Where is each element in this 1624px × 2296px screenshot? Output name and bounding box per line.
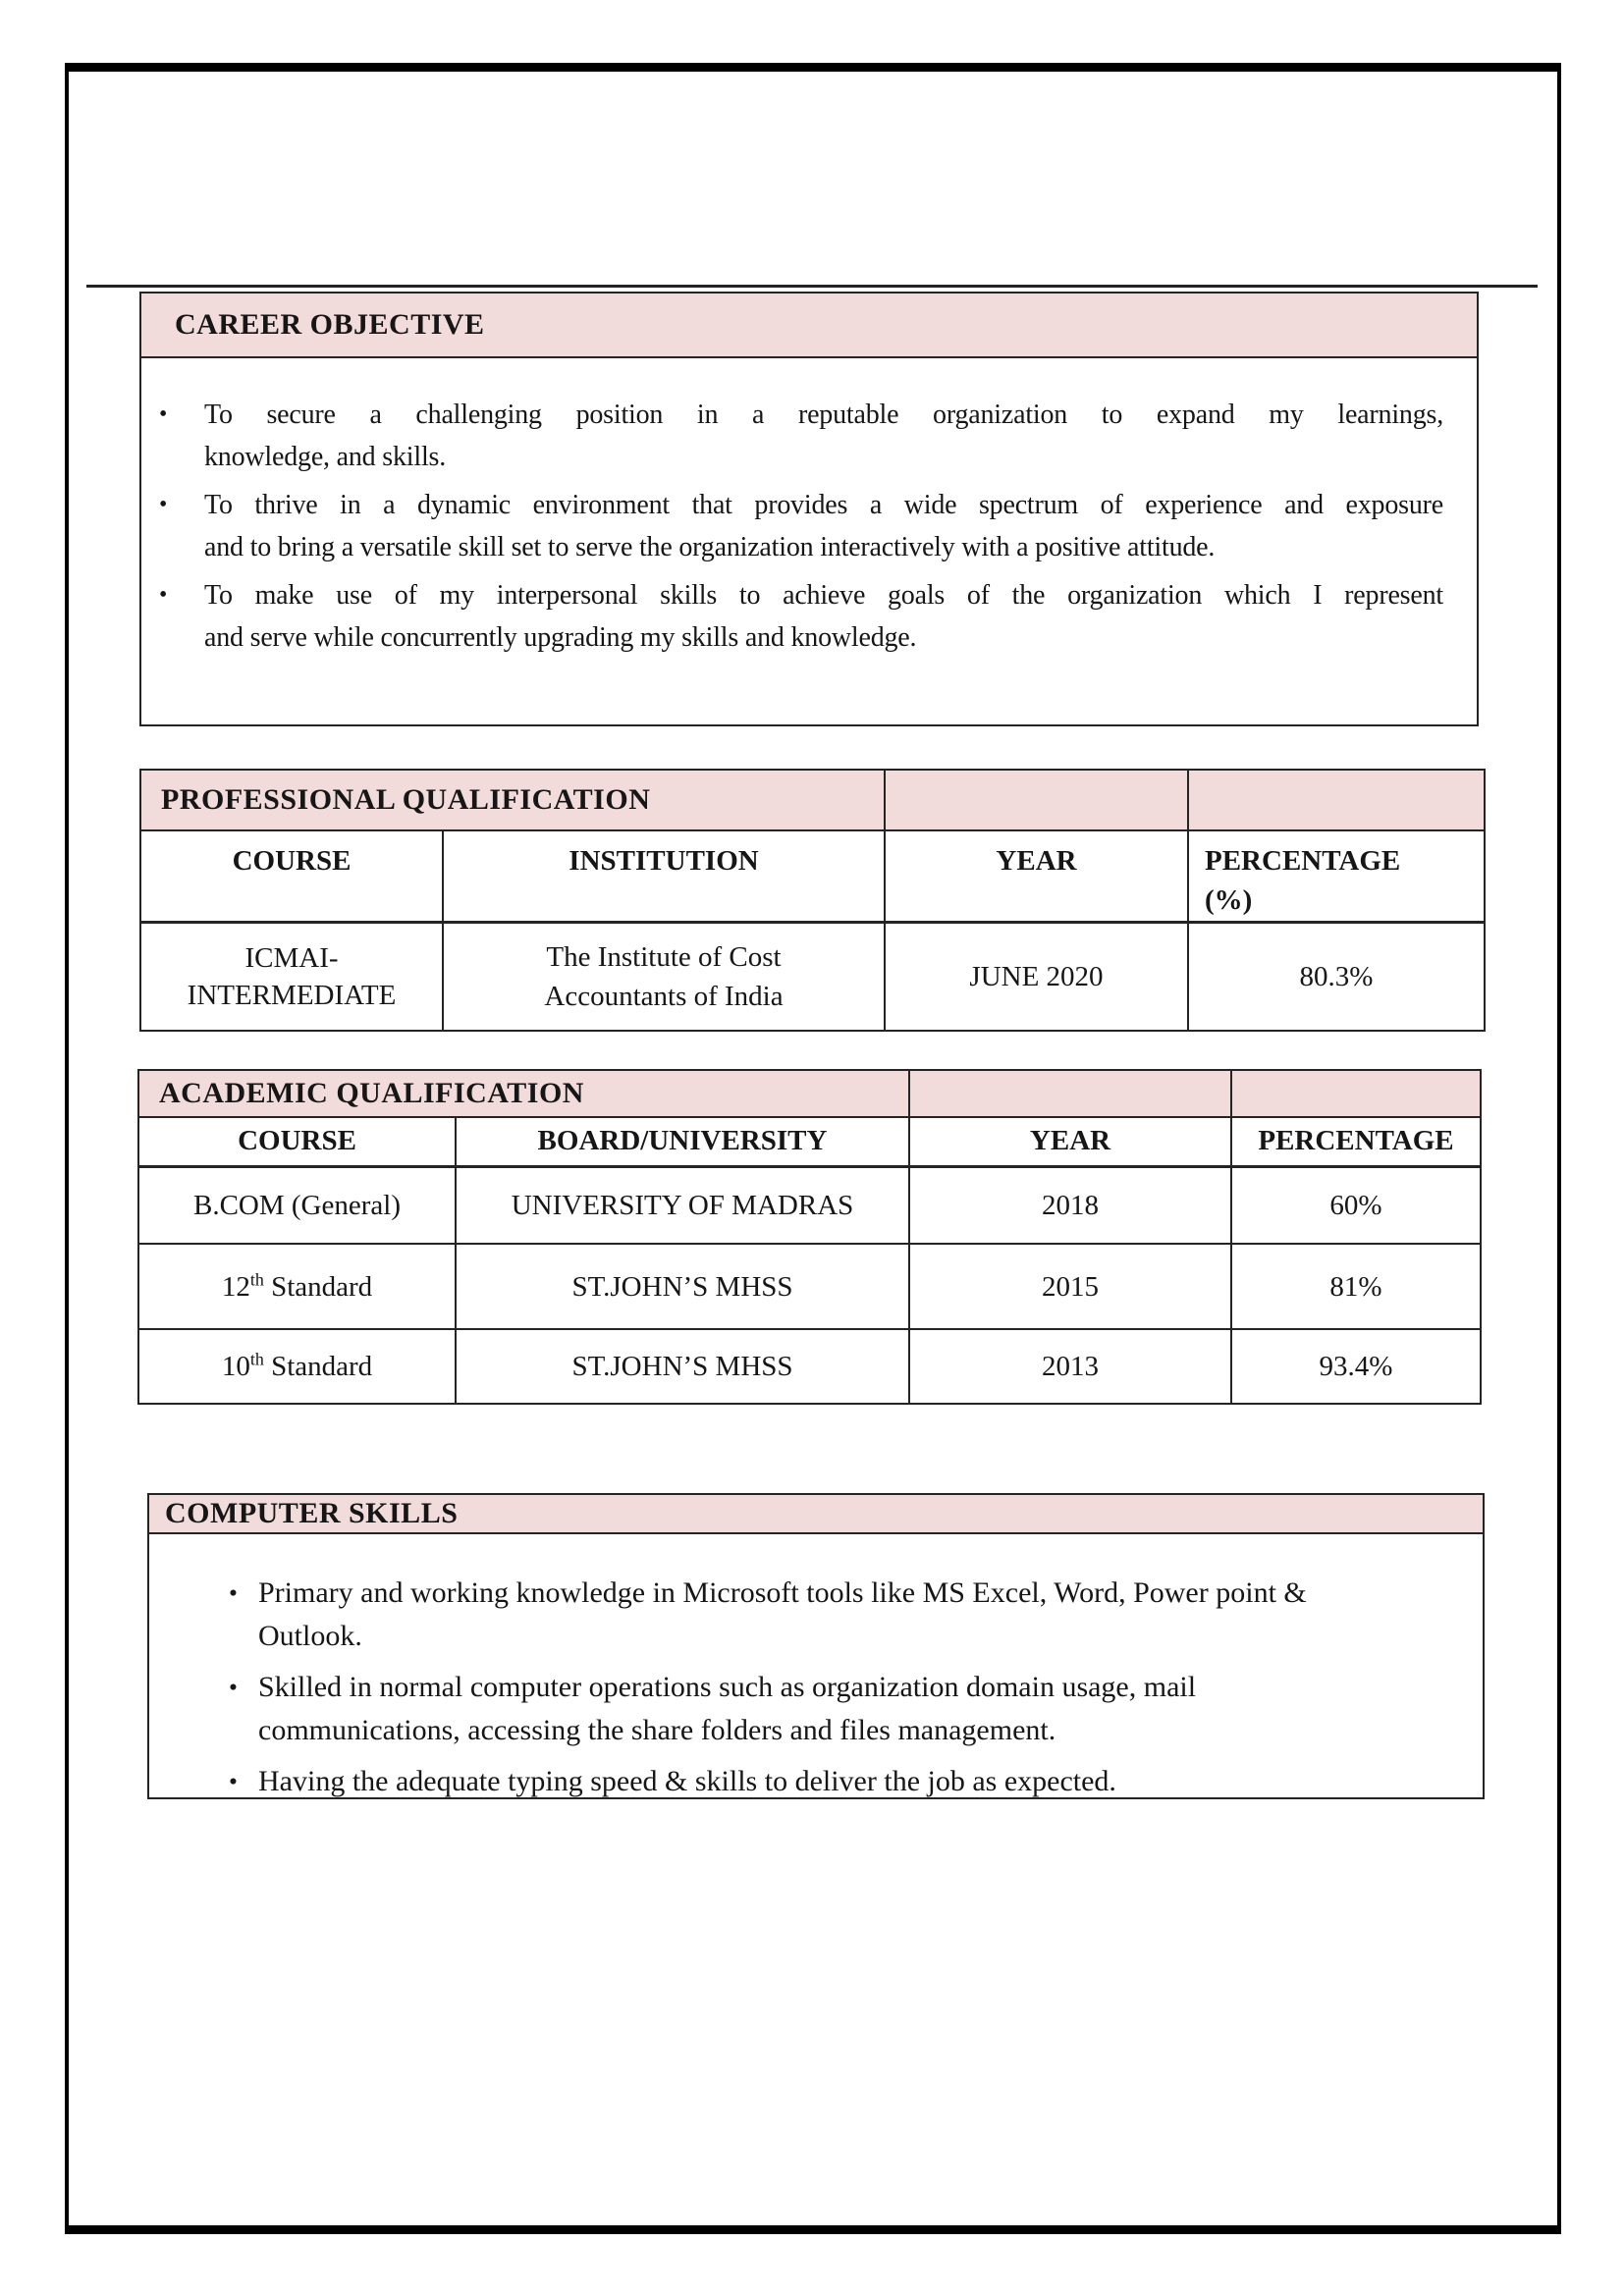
skill-bullet <box>229 1572 1443 1658</box>
course-text: 12 <box>221 1270 250 1303</box>
computer-skills-body <box>149 1534 1483 1803</box>
table-row <box>138 1329 1481 1404</box>
table-title-row <box>138 1070 1481 1117</box>
cell-year: 2015 <box>909 1244 1231 1329</box>
cell-board: UNIVERSITY OF MADRAS <box>456 1166 909 1244</box>
header-percentage-line1: PERCENTAGE <box>1205 845 1401 877</box>
bullet-line: Skilled in normal computer operations such as organization domain usage, mail <box>258 1671 1197 1703</box>
table-row <box>138 1166 1481 1244</box>
cell-course <box>138 1166 456 1244</box>
header-cell-percentage <box>1188 830 1485 923</box>
computer-skills-header <box>149 1495 1483 1534</box>
objective-bullet <box>159 574 1443 659</box>
table-title-spacer-cell <box>909 1070 1231 1117</box>
header-cell-course: COURSE <box>138 1117 456 1166</box>
institution-text: The Institute of Cost Accountants of India <box>544 940 784 1012</box>
header-cell-year: YEAR <box>909 1117 1231 1166</box>
academic-qualification-table <box>137 1069 1482 1405</box>
cell-year: 2013 <box>909 1329 1231 1404</box>
cell-institution <box>443 923 885 1031</box>
bullet-line: To secure a challenging position in a reputable organization to expand my learnings, <box>204 400 1443 430</box>
cell-percentage: 60% <box>1231 1166 1481 1244</box>
section-title: CAREER OBJECTIVE <box>175 308 485 341</box>
cell-course: ICMAI-INTERMEDIATE <box>140 923 443 1031</box>
bullet-line: and to bring a versatile skill set to serve the organization interactively with a positive attitude. <box>204 532 1216 562</box>
table-title-spacer-cell <box>1188 770 1485 830</box>
cell-percentage: 81% <box>1231 1244 1481 1329</box>
bullet-line: and serve while concurrently upgrading my skills and knowledge. <box>204 622 917 653</box>
table-row <box>138 1244 1481 1329</box>
table-title-row <box>140 770 1485 830</box>
objective-bullet <box>159 394 1443 478</box>
header-cell-course: COURSE <box>140 830 443 923</box>
cell-year: 2018 <box>909 1166 1231 1244</box>
cell-board: ST.JOHN’S MHSS <box>456 1329 909 1404</box>
table-title-cell: ACADEMIC QUALIFICATION <box>138 1070 909 1117</box>
bullet-dot: • <box>229 1767 238 1795</box>
cell-percentage: 80.3% <box>1188 923 1485 1031</box>
course-text: B.COM (General) <box>192 1189 401 1221</box>
header-cell-institution: INSTITUTION <box>443 830 885 923</box>
bullet-line: knowledge, and skills. <box>204 442 447 472</box>
bullet-dot: • <box>159 582 168 608</box>
table-row <box>140 923 1485 1031</box>
bullet-line: To thrive in a dynamic environment that provides a wide spectrum of experience and exposure <box>204 490 1443 520</box>
table-title-spacer-cell <box>885 770 1188 830</box>
table-title-cell: PROFESSIONAL QUALIFICATION <box>140 770 885 830</box>
bullet-line: Having the adequate typing speed & skills to deliver the job as expected. <box>258 1765 1116 1797</box>
course-superscript: th <box>249 1349 264 1369</box>
bullet-dot: • <box>229 1578 238 1607</box>
table-header-row <box>140 830 1485 923</box>
table-title-spacer-cell <box>1231 1070 1481 1117</box>
bullet-dot: • <box>229 1673 238 1701</box>
header-cell-year: YEAR <box>885 830 1188 923</box>
table-header-row <box>138 1117 1481 1166</box>
bullet-line: Outlook. <box>258 1620 362 1652</box>
career-objective-header <box>141 294 1477 358</box>
header-cell-board: BOARD/UNIVERSITY <box>456 1117 909 1166</box>
bullet-line: Primary and working knowledge in Microsoft tools like MS Excel, Word, Power point & <box>258 1576 1307 1609</box>
course-text: Standard <box>263 1351 373 1382</box>
objective-bullet <box>159 484 1443 568</box>
career-objective-section <box>139 292 1479 726</box>
professional-qualification-table <box>139 769 1486 1032</box>
career-objective-body <box>141 358 1477 659</box>
bullet-dot: • <box>159 492 168 517</box>
bullet-line: communications, accessing the share folders and files management. <box>258 1714 1056 1746</box>
cell-board: ST.JOHN’S MHSS <box>456 1244 909 1329</box>
skill-bullet <box>229 1666 1443 1752</box>
section-title: COMPUTER SKILLS <box>165 1497 459 1529</box>
course-text: Standard <box>263 1270 373 1303</box>
course-superscript: th <box>249 1268 264 1289</box>
cell-course <box>138 1329 456 1404</box>
header-percentage-line2: (%) <box>1205 884 1253 916</box>
horizontal-rule <box>86 285 1538 288</box>
course-text: 10 <box>221 1351 250 1382</box>
cell-year: JUNE 2020 <box>885 923 1188 1031</box>
bullet-dot: • <box>159 401 168 427</box>
computer-skills-section <box>147 1493 1485 1799</box>
cell-percentage: 93.4% <box>1231 1329 1481 1404</box>
header-cell-percentage: PERCENTAGE <box>1231 1117 1481 1166</box>
cell-course <box>138 1244 456 1329</box>
bullet-line: To make use of my interpersonal skills to achieve goals of the organization which I represent <box>204 580 1443 611</box>
skill-bullet <box>229 1760 1443 1803</box>
